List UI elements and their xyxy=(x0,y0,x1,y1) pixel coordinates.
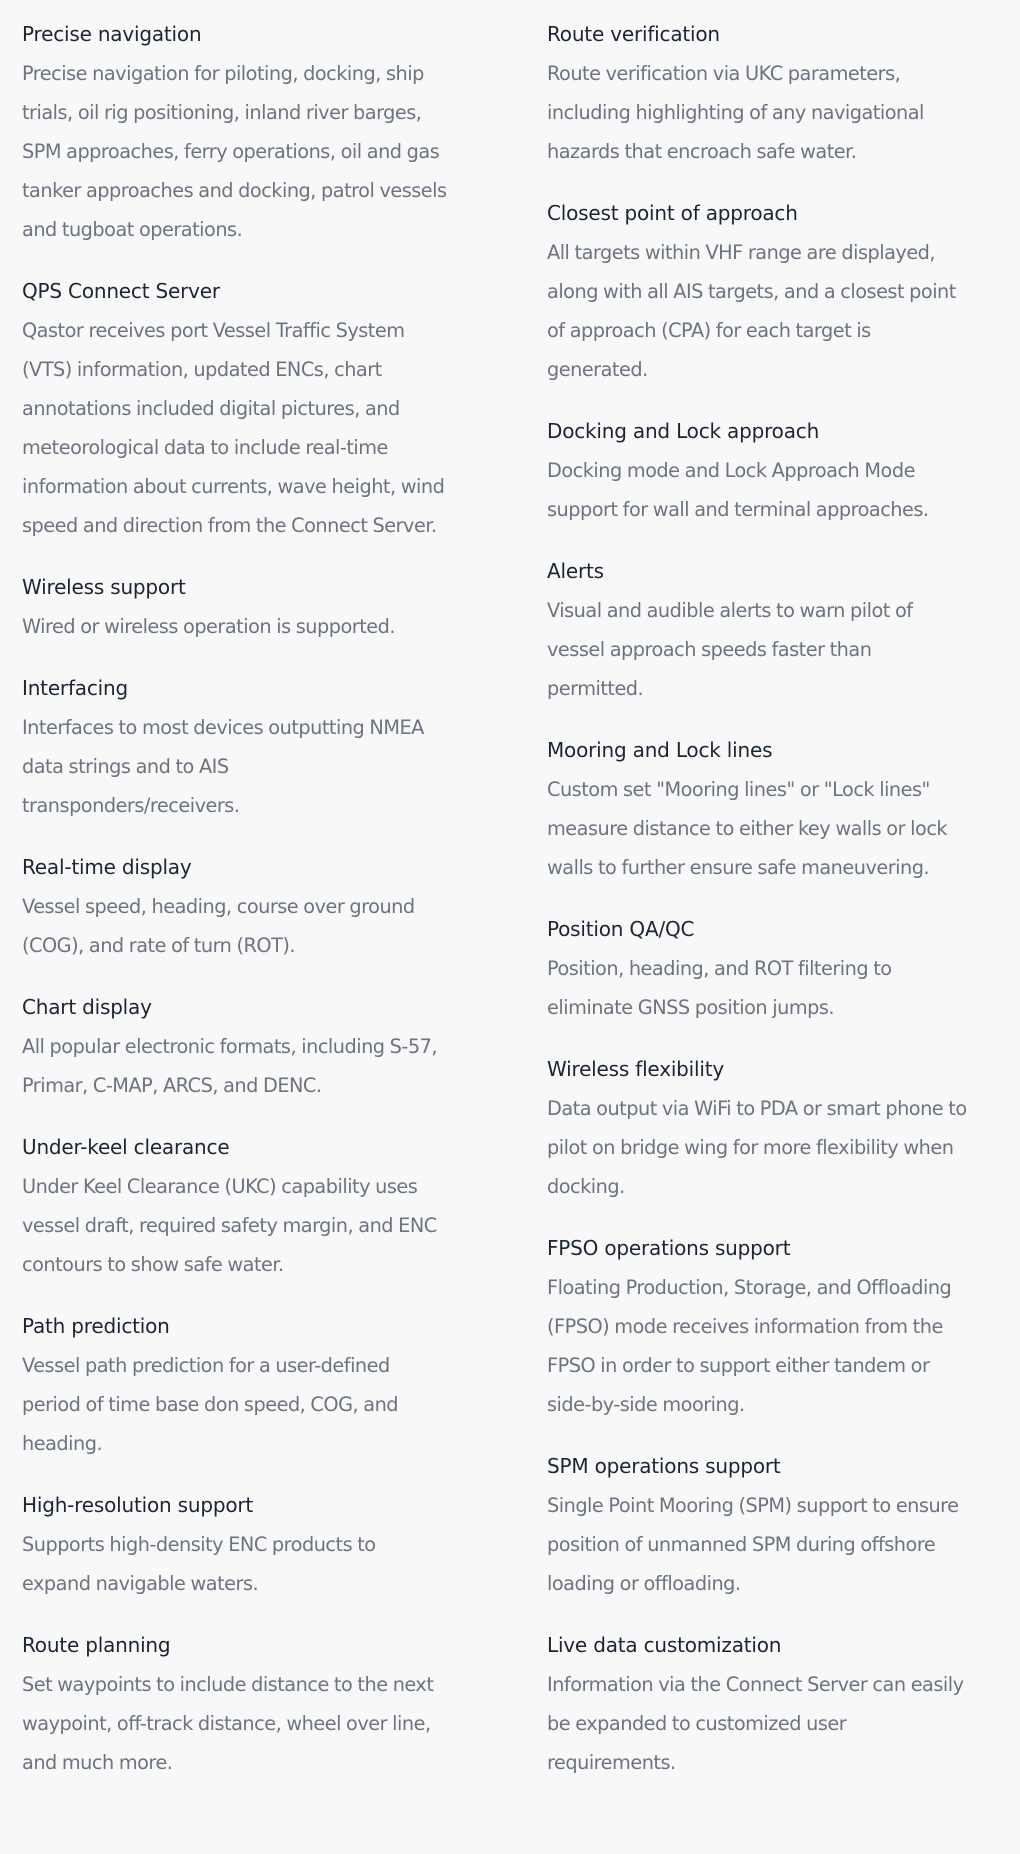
feature-description-line: (FPSO) mode receives information from the xyxy=(547,1315,943,1338)
feature-description-line: permitted. xyxy=(547,677,644,700)
feature-description-line: data strings and to AIS xyxy=(22,755,229,778)
feature-description xyxy=(547,233,987,389)
feature-description-line: contours to show safe water. xyxy=(22,1253,284,1276)
feature-description xyxy=(22,607,462,646)
feature-description-line: requirements. xyxy=(547,1751,676,1774)
feature-description-line: side-by-side mooring. xyxy=(547,1393,745,1416)
feature-description xyxy=(22,1346,462,1463)
feature-precise-navigation xyxy=(22,22,462,249)
feature-description xyxy=(547,54,987,171)
feature-description xyxy=(22,708,462,825)
feature-description-line: generated. xyxy=(547,358,648,381)
feature-route-verification xyxy=(547,22,987,171)
feature-description-line: Information via the Connect Server can easily xyxy=(547,1673,964,1696)
feature-description-line: waypoint, off-track distance, wheel over line, xyxy=(22,1712,431,1735)
feature-description-line: tanker approaches and docking, patrol vessels xyxy=(22,179,447,202)
feature-description-line: vessel approach speeds faster than xyxy=(547,638,872,661)
feature-docking-and-lock-approach xyxy=(547,419,987,529)
feature-title: Closest point of approach xyxy=(547,201,798,225)
feature-description-line: Route verification via UKC parameters, xyxy=(547,62,901,85)
feature-description-line: annotations included digital pictures, and xyxy=(22,397,400,420)
feature-title: Real-time display xyxy=(22,855,192,879)
features-column-right xyxy=(547,22,987,1854)
feature-description-line: (COG), and rate of turn (ROT). xyxy=(22,934,296,957)
feature-description xyxy=(22,1665,462,1782)
feature-description-line: FPSO in order to support either tandem or xyxy=(547,1354,930,1377)
feature-title: QPS Connect Server xyxy=(22,279,220,303)
feature-description-line: Qastor receives port Vessel Traffic System xyxy=(22,319,405,342)
feature-title: High-resolution support xyxy=(22,1493,254,1517)
feature-description xyxy=(547,591,987,708)
feature-description-line: meteorological data to include real-time xyxy=(22,436,388,459)
feature-real-time-display xyxy=(22,855,462,965)
feature-description-line: trials, oil rig positioning, inland river barges, xyxy=(22,101,422,124)
feature-description xyxy=(22,54,462,249)
feature-description-line: Docking mode and Lock Approach Mode xyxy=(547,459,915,482)
feature-description-line: support for wall and terminal approaches. xyxy=(547,498,929,521)
feature-description-line: of approach (CPA) for each target is xyxy=(547,319,871,342)
feature-mooring-and-lock-lines xyxy=(547,738,987,887)
feature-title: Alerts xyxy=(547,559,604,583)
feature-description-line: hazards that encroach safe water. xyxy=(547,140,857,163)
feature-description xyxy=(547,1268,987,1424)
feature-description-line: and much more. xyxy=(22,1751,173,1774)
feature-description xyxy=(22,311,462,545)
feature-high-resolution-support xyxy=(22,1493,462,1603)
feature-description-line: measure distance to either key walls or lock xyxy=(547,817,948,840)
feature-wireless-support xyxy=(22,575,462,646)
feature-description-line: pilot on bridge wing for more flexibility when xyxy=(547,1136,954,1159)
feature-description-line: Visual and audible alerts to warn pilot of xyxy=(547,599,913,622)
feature-description-line: transponders/receivers. xyxy=(22,794,240,817)
feature-description-line: Vessel path prediction for a user-defined xyxy=(22,1354,390,1377)
feature-title: Position QA/QC xyxy=(547,917,695,941)
feature-description-line: walls to further ensure safe maneuvering. xyxy=(547,856,930,879)
feature-description xyxy=(22,887,462,965)
feature-description-line: vessel draft, required safety margin, and ENC xyxy=(22,1214,437,1237)
feature-description xyxy=(22,1027,462,1105)
feature-description-line: Floating Production, Storage, and Offloading xyxy=(547,1276,952,1299)
feature-description-line: Precise navigation for piloting, docking, ship xyxy=(22,62,424,85)
feature-description-line: (VTS) information, updated ENCs, chart xyxy=(22,358,382,381)
feature-wireless-flexibility xyxy=(547,1057,987,1206)
feature-qps-connect-server xyxy=(22,279,462,545)
feature-title: Under-keel clearance xyxy=(22,1135,230,1159)
feature-alerts xyxy=(547,559,987,708)
feature-interfacing xyxy=(22,676,462,825)
feature-description-line: Primar, C-MAP, ARCS, and DENC. xyxy=(22,1074,322,1097)
feature-description-line: All targets within VHF range are displayed, xyxy=(547,241,936,264)
feature-description-line: be expanded to customized user xyxy=(547,1712,847,1735)
feature-title: Route planning xyxy=(22,1633,171,1657)
feature-description-line: Vessel speed, heading, course over ground xyxy=(22,895,415,918)
feature-spm-operations-support xyxy=(547,1454,987,1603)
feature-path-prediction xyxy=(22,1314,462,1463)
feature-title: FPSO operations support xyxy=(547,1236,791,1260)
feature-description-line: information about currents, wave height, wind xyxy=(22,475,445,498)
feature-description-line: speed and direction from the Connect Server. xyxy=(22,514,437,537)
feature-description-line: Under Keel Clearance (UKC) capability uses xyxy=(22,1175,418,1198)
feature-description-line: heading. xyxy=(22,1432,103,1455)
feature-title: Precise navigation xyxy=(22,22,202,46)
feature-description-line: Interfaces to most devices outputting NMEA xyxy=(22,716,424,739)
feature-description xyxy=(547,949,987,1027)
feature-title: Path prediction xyxy=(22,1314,170,1338)
feature-title: Wireless flexibility xyxy=(547,1057,725,1081)
feature-fpso-operations-support xyxy=(547,1236,987,1424)
feature-description-line: and tugboat operations. xyxy=(22,218,243,241)
feature-route-planning xyxy=(22,1633,462,1782)
feature-description xyxy=(547,1486,987,1603)
feature-description-line: Position, heading, and ROT filtering to xyxy=(547,957,892,980)
features-column-left xyxy=(22,22,462,1854)
feature-description xyxy=(547,1665,987,1782)
feature-description-line: SPM approaches, ferry operations, oil and gas xyxy=(22,140,440,163)
feature-description xyxy=(22,1525,462,1603)
feature-description xyxy=(547,770,987,887)
feature-description-line: All popular electronic formats, including S-57, xyxy=(22,1035,438,1058)
feature-description-line: Data output via WiFi to PDA or smart phone to xyxy=(547,1097,967,1120)
feature-description-line: period of time base don speed, COG, and xyxy=(22,1393,399,1416)
feature-description-line: Supports high-density ENC products to xyxy=(22,1533,376,1556)
feature-description-line: eliminate GNSS position jumps. xyxy=(547,996,835,1019)
feature-description-line: loading or offloading. xyxy=(547,1572,741,1595)
feature-description xyxy=(22,1167,462,1284)
feature-live-data-customization xyxy=(547,1633,987,1782)
feature-title: Chart display xyxy=(22,995,152,1019)
feature-description-line: docking. xyxy=(547,1175,625,1198)
feature-title: Interfacing xyxy=(22,676,128,700)
feature-title: Mooring and Lock lines xyxy=(547,738,773,762)
feature-description-line: Custom set "Mooring lines" or "Lock lines" xyxy=(547,778,930,801)
feature-title: Route verification xyxy=(547,22,720,46)
feature-closest-point-of-approach xyxy=(547,201,987,389)
feature-description xyxy=(547,1089,987,1206)
feature-position-qa-qc xyxy=(547,917,987,1027)
feature-under-keel-clearance xyxy=(22,1135,462,1284)
feature-title: Wireless support xyxy=(22,575,186,599)
feature-description-line: including highlighting of any navigational xyxy=(547,101,924,124)
feature-description xyxy=(547,451,987,529)
feature-description-line: Single Point Mooring (SPM) support to ensure xyxy=(547,1494,959,1517)
feature-chart-display xyxy=(22,995,462,1105)
feature-description-line: along with all AIS targets, and a closest point xyxy=(547,280,956,303)
feature-title: Docking and Lock approach xyxy=(547,419,820,443)
feature-description-line: expand navigable waters. xyxy=(22,1572,259,1595)
feature-description-line: Set waypoints to include distance to the next xyxy=(22,1673,434,1696)
feature-title: SPM operations support xyxy=(547,1454,781,1478)
feature-title: Live data customization xyxy=(547,1633,782,1657)
feature-description-line: Wired or wireless operation is supported. xyxy=(22,615,396,638)
feature-description-line: position of unmanned SPM during offshore xyxy=(547,1533,936,1556)
